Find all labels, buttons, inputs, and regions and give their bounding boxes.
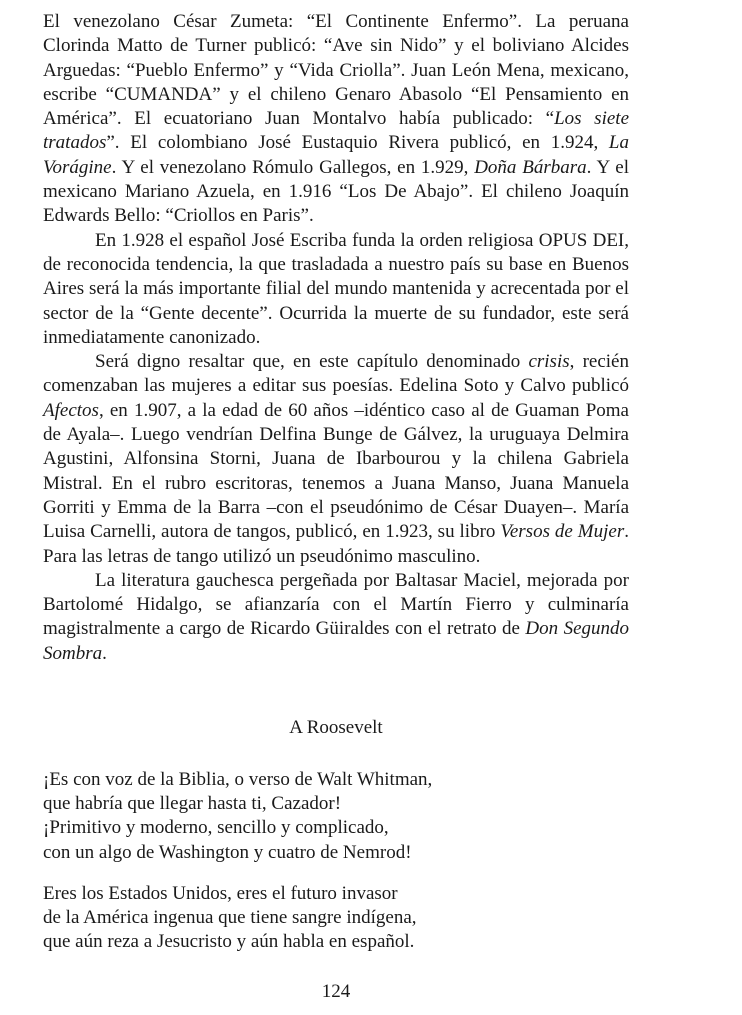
- paragraph-1: [43, 10, 629, 229]
- paragraph-2: [43, 229, 629, 350]
- poem-verse: que aún reza a Jesucristo y aún habla en español.: [43, 931, 415, 953]
- book-title-italic: La Vorágine: [43, 132, 629, 178]
- paragraph-3: [43, 350, 629, 569]
- body-text: [43, 10, 629, 666]
- poem-stanza-1: [43, 768, 432, 865]
- book-title-italic: Versos de Mujer: [500, 521, 625, 543]
- poem-title: A Roosevelt: [289, 717, 383, 738]
- poem-stanza-2: [43, 882, 417, 955]
- poem-verse: ¡Es con voz de la Biblia, o verso de Walt Whitman,: [43, 769, 433, 790]
- book-title-italic: Doña Bárbara: [474, 156, 587, 178]
- document-page: [43, 10, 629, 1002]
- page-number: 124: [321, 981, 351, 1002]
- text-run: . Para las letras de tango utilizó un pseudónimo masculino.: [43, 521, 629, 567]
- text-run: . Y el venezolano Rómulo Gallegos, en 1.929,: [111, 156, 475, 178]
- text-run: El venezolano César Zumeta: “El Continente Enfermo”. La peruana Clorinda Matto de Turner publicó: “Ave sin Nido” y el boliviano Alcides Arguedas: “Pueblo Enfermo” y “Vida Criolla”. Juan León Mena, mexicano, escribe “CUMANDA” y el chileno Genaro Abasolo “El Pensamiento en América”. El ecuatoriano Juan Montalvo había publicado: “: [43, 11, 629, 130]
- poem-verse: con un algo de Washington y cuatro de Nemrod!: [43, 841, 412, 863]
- text-run: . Y el mexicano Mariano Azuela, en 1.916 “Los De Abajo”. El chileno Joaquín Edwards Bello: “Criollos en Paris”.: [43, 156, 629, 227]
- text-run: La literatura gauchesca pergeñada por Baltasar Maciel, mejorada por Bartolomé Hidalgo, se afianzaría con el Martín Fierro y culminaría magistralmente a cargo de Ricardo Güiraldes con el retrato de: [43, 569, 629, 640]
- book-title-italic: Afectos: [43, 399, 99, 421]
- text-run: , en 1.907, a la edad de 60 años –idéntico caso al de Guaman Poma de Ayala–. Luego vendrían Delfina Bunge de Gálvez, la uruguaya Delmira Agustini, Alfonsina Storni, Juana de Ibarbourou y la chilena Gabriela Mistral. En el rubro escritoras, tenemos a Juana Manso, Juana Manuela Gorriti y Emma de la Barra –con el pseudónimo de César Duayen–. María Luisa Carnelli, autora de tangos, publicó, en 1.923, su libro: [43, 399, 629, 543]
- poem-verse: ¡Primitivo y moderno, sencillo y complicado,: [43, 817, 389, 839]
- poem-verse: Eres los Estados Unidos, eres el futuro invasor: [43, 883, 398, 904]
- emphasis-italic: crisis: [528, 351, 570, 373]
- text-run: .: [102, 642, 107, 664]
- text-run: Será digno resaltar que, en este capítulo denominado: [95, 351, 529, 373]
- paragraph-4: [43, 569, 629, 666]
- text-run: En 1.928 el español José Escriba funda la orden religiosa OPUS DEI, de reconocida tendencia, la que trasladada a nuestro país su base en Buenos Aires será la más importante filial del mundo mantenida y acrecentada por el sector de la “Gente decente”. Ocurrida la muerte de su fundador, este será inmediatamente canonizado.: [43, 229, 629, 348]
- text-run: , recién comenzaban las mujeres a editar sus poesías. Edelina Soto y Calvo publicó: [43, 351, 629, 397]
- text-run: ”. El colombiano José Eustaquio Rivera publicó, en 1.924,: [106, 132, 609, 154]
- book-title-italic: Los siete tratados: [43, 108, 629, 154]
- book-title-italic: Don Segundo Sombra: [43, 618, 629, 664]
- poem-verse: que habría que llegar hasta ti, Cazador!: [43, 793, 342, 815]
- poem-verse: de la América ingenua que tiene sangre indígena,: [43, 907, 417, 929]
